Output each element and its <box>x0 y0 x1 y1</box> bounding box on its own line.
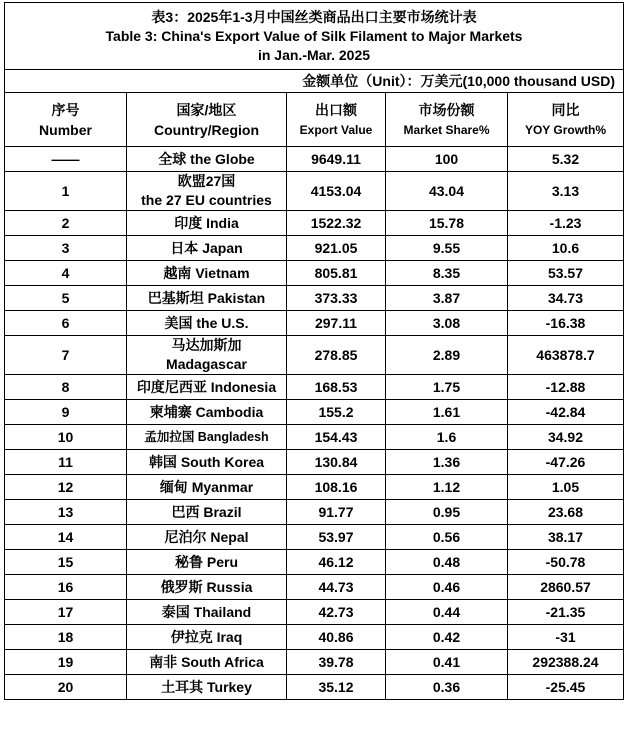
table-row <box>5 261 624 286</box>
table-row <box>5 525 624 550</box>
row-country-line1: 欧盟27国 <box>177 173 236 189</box>
row-export: 130.84 <box>287 450 386 475</box>
row-export: 53.97 <box>287 525 386 550</box>
row-country: 俄罗斯 Russia <box>127 575 287 600</box>
row-share: 9.55 <box>386 236 508 261</box>
unit-label: 金额单位（Unit）：万美元(10,000 thousand USD) <box>5 70 624 93</box>
row-number: 11 <box>5 450 127 475</box>
table-row <box>5 475 624 500</box>
row-export: 921.05 <box>287 236 386 261</box>
row-yoy: 292388.24 <box>508 650 624 675</box>
row-share: 3.08 <box>386 311 508 336</box>
row-country: 南非 South Africa <box>127 650 287 675</box>
row-export: 91.77 <box>287 500 386 525</box>
row-share: 1.36 <box>386 450 508 475</box>
row-yoy: 1.05 <box>508 475 624 500</box>
row-yoy: -16.38 <box>508 311 624 336</box>
header-number-en: Number <box>39 121 92 138</box>
row-export: 9649.11 <box>287 147 386 172</box>
table-row <box>5 425 624 450</box>
table-sheet <box>4 2 623 700</box>
row-country-line2: the 27 EU countries <box>141 192 272 208</box>
header-share-en: Market Share% <box>403 122 490 137</box>
row-country-line2: Madagascar <box>166 356 247 372</box>
row-country: 柬埔寨 Cambodia <box>127 400 287 425</box>
unit-row <box>5 70 624 93</box>
row-share: 1.75 <box>386 375 508 400</box>
row-yoy: 5.32 <box>508 147 624 172</box>
row-export: 805.81 <box>287 261 386 286</box>
row-country: 印度尼西亚 Indonesia <box>127 375 287 400</box>
header-yoy <box>508 93 624 147</box>
row-share: 1.12 <box>386 475 508 500</box>
row-share: 1.6 <box>386 425 508 450</box>
row-country: 印度 India <box>127 211 287 236</box>
row-yoy: 34.92 <box>508 425 624 450</box>
row-country: 韩国 South Korea <box>127 450 287 475</box>
row-share: 100 <box>386 147 508 172</box>
header-number <box>5 93 127 147</box>
table-title <box>5 3 624 70</box>
header-yoy-cn: 同比 <box>551 101 580 118</box>
row-country: 土耳其 Turkey <box>127 675 287 700</box>
header-row <box>5 93 624 147</box>
header-share <box>386 93 508 147</box>
header-country-cn: 国家/地区 <box>176 101 237 118</box>
row-number: 7 <box>5 336 127 375</box>
row-country: 日本 Japan <box>127 236 287 261</box>
row-number: 3 <box>5 236 127 261</box>
row-share: 0.41 <box>386 650 508 675</box>
row-export: 108.16 <box>287 475 386 500</box>
row-number: 13 <box>5 500 127 525</box>
row-share: 3.87 <box>386 286 508 311</box>
row-yoy: -47.26 <box>508 450 624 475</box>
row-yoy: -31 <box>508 625 624 650</box>
row-share: 0.36 <box>386 675 508 700</box>
row-export: 154.43 <box>287 425 386 450</box>
row-export: 44.73 <box>287 575 386 600</box>
row-number: 19 <box>5 650 127 675</box>
header-export-en: Export Value <box>299 122 373 137</box>
row-yoy: 53.57 <box>508 261 624 286</box>
row-number: 18 <box>5 625 127 650</box>
row-share: 0.48 <box>386 550 508 575</box>
table-row <box>5 550 624 575</box>
row-yoy: 23.68 <box>508 500 624 525</box>
row-country-line1: 马达加斯加 <box>171 337 242 353</box>
row-export: 40.86 <box>287 625 386 650</box>
row-share: 0.95 <box>386 500 508 525</box>
row-country <box>127 172 287 211</box>
table-row <box>5 286 624 311</box>
row-yoy: 463878.7 <box>508 336 624 375</box>
header-yoy-en: YOY Growth% <box>524 122 607 137</box>
table-row <box>5 172 624 211</box>
row-yoy: 10.6 <box>508 236 624 261</box>
row-country: 巴基斯坦 Pakistan <box>127 286 287 311</box>
row-number: 16 <box>5 575 127 600</box>
row-yoy: 34.73 <box>508 286 624 311</box>
table-row <box>5 400 624 425</box>
header-share-cn: 市场份额 <box>418 101 475 118</box>
row-export: 1522.32 <box>287 211 386 236</box>
row-country: 伊拉克 Iraq <box>127 625 287 650</box>
title-en-line1: Table 3: China's Export Value of Silk Filament to Major Markets <box>105 27 523 44</box>
row-share: 0.44 <box>386 600 508 625</box>
row-export: 297.11 <box>287 311 386 336</box>
title-cn: 表3：2025年1-3月中国丝类商品出口主要市场统计表 <box>151 8 477 25</box>
row-export: 155.2 <box>287 400 386 425</box>
row-export: 4153.04 <box>287 172 386 211</box>
row-number: 8 <box>5 375 127 400</box>
row-country: 美国 the U.S. <box>127 311 287 336</box>
table-row <box>5 675 624 700</box>
row-share: 0.46 <box>386 575 508 600</box>
header-export <box>287 93 386 147</box>
row-country: 全球 the Globe <box>127 147 287 172</box>
table-row <box>5 336 624 375</box>
row-number: 20 <box>5 675 127 700</box>
header-number-cn: 序号 <box>51 101 80 118</box>
row-number: 2 <box>5 211 127 236</box>
row-number: 17 <box>5 600 127 625</box>
title-row <box>5 3 624 70</box>
row-yoy: 2860.57 <box>508 575 624 600</box>
header-export-cn: 出口额 <box>315 101 357 118</box>
table-row <box>5 500 624 525</box>
row-number: 15 <box>5 550 127 575</box>
row-country: 越南 Vietnam <box>127 261 287 286</box>
row-yoy: -21.35 <box>508 600 624 625</box>
table-row <box>5 375 624 400</box>
row-share: 8.35 <box>386 261 508 286</box>
row-country: 秘鲁 Peru <box>127 550 287 575</box>
row-number: 1 <box>5 172 127 211</box>
table-row <box>5 625 624 650</box>
table-row <box>5 650 624 675</box>
row-country: 尼泊尔 Nepal <box>127 525 287 550</box>
table-row <box>5 236 624 261</box>
row-yoy: -12.88 <box>508 375 624 400</box>
table-row <box>5 147 624 172</box>
row-number: —— <box>5 147 127 172</box>
row-export: 39.78 <box>287 650 386 675</box>
row-number: 10 <box>5 425 127 450</box>
row-yoy: 38.17 <box>508 525 624 550</box>
table-row <box>5 600 624 625</box>
row-share: 2.89 <box>386 336 508 375</box>
row-country <box>127 336 287 375</box>
row-number: 14 <box>5 525 127 550</box>
row-export: 278.85 <box>287 336 386 375</box>
row-export: 42.73 <box>287 600 386 625</box>
row-yoy: -42.84 <box>508 400 624 425</box>
row-yoy: -1.23 <box>508 211 624 236</box>
row-number: 5 <box>5 286 127 311</box>
table-row <box>5 211 624 236</box>
row-export: 35.12 <box>287 675 386 700</box>
header-country-en: Country/Region <box>154 121 259 138</box>
title-en-line2: in Jan.-Mar. 2025 <box>257 46 371 63</box>
row-share: 0.42 <box>386 625 508 650</box>
row-country: 泰国 Thailand <box>127 600 287 625</box>
row-yoy: -25.45 <box>508 675 624 700</box>
row-number: 4 <box>5 261 127 286</box>
row-country: 孟加拉国 Bangladesh <box>127 425 287 450</box>
table-row <box>5 575 624 600</box>
row-yoy: 3.13 <box>508 172 624 211</box>
row-country: 缅甸 Myanmar <box>127 475 287 500</box>
row-export: 168.53 <box>287 375 386 400</box>
row-yoy: -50.78 <box>508 550 624 575</box>
row-number: 6 <box>5 311 127 336</box>
row-country: 巴西 Brazil <box>127 500 287 525</box>
export-table <box>4 2 624 700</box>
row-share: 43.04 <box>386 172 508 211</box>
row-share: 1.61 <box>386 400 508 425</box>
table-row <box>5 450 624 475</box>
header-country <box>127 93 287 147</box>
row-number: 9 <box>5 400 127 425</box>
row-share: 15.78 <box>386 211 508 236</box>
row-export: 373.33 <box>287 286 386 311</box>
row-number: 12 <box>5 475 127 500</box>
row-export: 46.12 <box>287 550 386 575</box>
table-row <box>5 311 624 336</box>
row-share: 0.56 <box>386 525 508 550</box>
